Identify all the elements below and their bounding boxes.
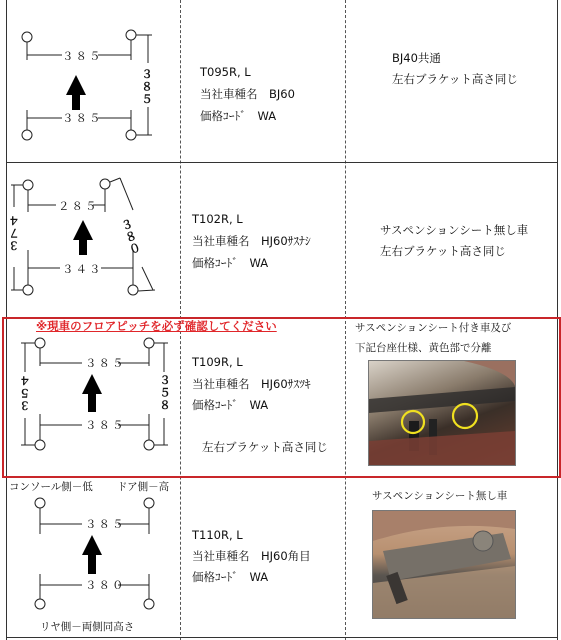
note-line-1: サスペンションシート無し車 (372, 490, 508, 502)
bottom-dimension: ３８５ (85, 418, 126, 432)
top-dimension: ２８５ (58, 199, 99, 213)
note-line-2: 下記台座仕様、黄色部で分離 (355, 342, 492, 354)
model-number: T110R, L (192, 528, 243, 542)
warning-text: ※現車のフロアピッチを必ず確認してください (36, 319, 277, 333)
price-code: 価格ｺｰﾄﾞ WA (200, 109, 277, 123)
top-dimension: ３８５ (62, 49, 103, 63)
right-dimension: ３５８ (158, 374, 172, 412)
left-dimension: ３７４ (7, 214, 21, 252)
bottom-dimension: ３４３ (62, 262, 103, 276)
model-number: T109R, L (192, 355, 243, 369)
model-number: T102R, L (192, 212, 243, 226)
price-code: 価格ｺｰﾄﾞ WA (192, 570, 269, 584)
yellow-marker-right (453, 404, 477, 428)
model-number: T095R, L (200, 65, 251, 79)
note-line-1: サスペンションシート付き車及び (355, 322, 512, 334)
floor-pitch-diagram-3 (8, 334, 176, 464)
rear-side-label: リヤ側－両側同高さ (40, 621, 135, 633)
seat-rail-photo (372, 510, 516, 619)
console-side-label: コンソール側－低 (9, 481, 93, 493)
note-line-1: サスペンションシート無し車 (380, 223, 529, 237)
note-line-2: 左右ブラケット高さ同じ (392, 72, 518, 86)
bracket-height-note: 左右ブラケット高さ同じ (202, 440, 328, 454)
right-dimension: ３８５ (140, 68, 154, 106)
note-line-1: BJ40共通 (392, 51, 441, 65)
top-dimension: ３８５ (85, 356, 126, 370)
car-model-name: 当社車種名 BJ60 (200, 87, 295, 101)
car-model-name: 当社車種名 HJ60ｻｽﾂｷ (192, 377, 311, 391)
door-side-label: ドア側－高 (117, 481, 170, 493)
floor-pitch-diagram-2 (8, 172, 176, 302)
price-code: 価格ｺｰﾄﾞ WA (192, 256, 269, 270)
seat-base-photo (368, 360, 516, 466)
left-dimension: ３５４ (18, 374, 32, 412)
bottom-dimension: ３８０ (85, 578, 126, 592)
right-dimension: ３８０ (118, 216, 144, 257)
bottom-dimension: ３８５ (62, 111, 103, 125)
top-dimension: ３８５ (85, 517, 126, 531)
note-line-2: 左右ブラケット高さ同じ (380, 244, 506, 258)
floor-pitch-diagram-4 (8, 494, 176, 616)
price-code: 価格ｺｰﾄﾞ WA (192, 398, 269, 412)
car-model-name: 当社車種名 HJ60角目 (192, 549, 311, 563)
car-model-name: 当社車種名 HJ60ｻｽﾅｼ (192, 234, 311, 248)
